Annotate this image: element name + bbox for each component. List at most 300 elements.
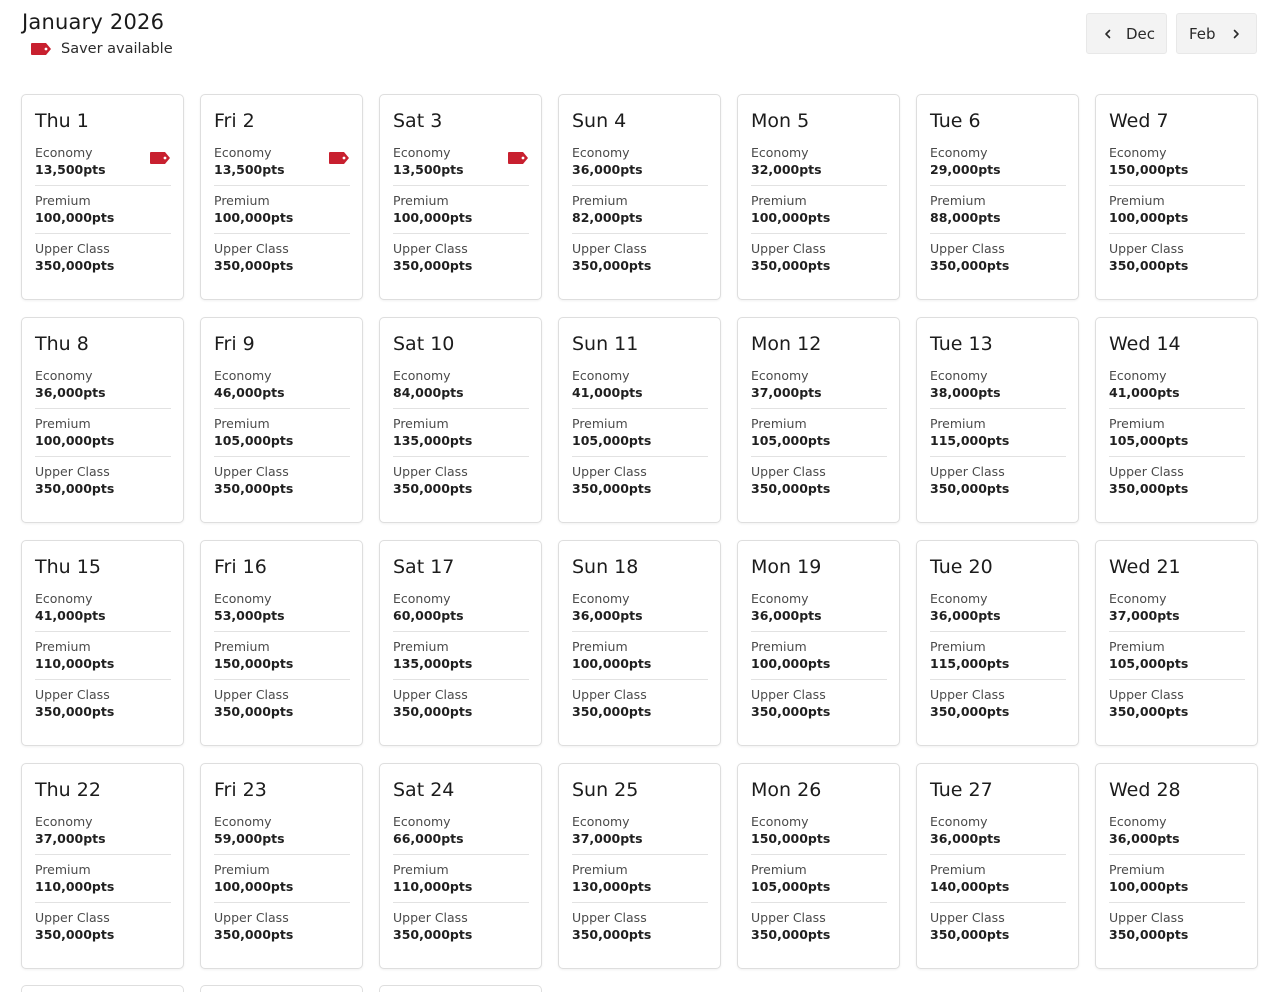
fare-points: 350,000pts (572, 927, 652, 942)
fare-class-label: Economy (1109, 814, 1167, 829)
fare-row-upper (1109, 902, 1245, 950)
fare-row-premium (214, 185, 350, 233)
fare-points: 350,000pts (930, 927, 1010, 942)
fare-class-label: Upper Class (35, 464, 110, 479)
fare-points: 46,000pts (214, 385, 285, 400)
fare-points: 350,000pts (930, 481, 1010, 496)
fare-class-label: Upper Class (1109, 687, 1184, 702)
fare-points: 41,000pts (1109, 385, 1180, 400)
fare-class-label: Economy (35, 814, 93, 829)
fare-points: 37,000pts (572, 831, 643, 846)
fare-row-upper (1109, 233, 1245, 281)
fare-class-label: Premium (35, 193, 91, 208)
day-label: Tue 20 (930, 556, 993, 578)
day-label: Mon 12 (751, 333, 822, 355)
fare-points: 41,000pts (35, 608, 106, 623)
fare-class-label: Premium (214, 416, 270, 431)
fare-points: 84,000pts (393, 385, 464, 400)
day-card[interactable] (200, 763, 363, 969)
fare-row-premium (572, 408, 708, 456)
fare-class-label: Premium (930, 193, 986, 208)
fare-points: 350,000pts (35, 927, 115, 942)
fare-points: 32,000pts (751, 162, 822, 177)
fare-class-label: Premium (751, 862, 807, 877)
fare-class-label: Upper Class (572, 464, 647, 479)
fare-class-label: Upper Class (751, 910, 826, 925)
fare-row-economy (1109, 361, 1245, 408)
fare-row-economy (751, 584, 887, 631)
fare-points: 105,000pts (572, 433, 652, 448)
fare-row-premium (572, 185, 708, 233)
fare-row-upper (1109, 456, 1245, 504)
saver-tag-icon (149, 151, 171, 165)
fare-row-upper (572, 902, 708, 950)
fare-points: 350,000pts (1109, 704, 1189, 719)
day-card[interactable] (379, 94, 542, 300)
fare-class-label: Upper Class (572, 241, 647, 256)
fare-row-upper (930, 902, 1066, 950)
fare-class-label: Economy (393, 591, 451, 606)
fare-row-economy (751, 361, 887, 408)
day-label: Fri 9 (214, 333, 255, 355)
fare-row-economy (572, 361, 708, 408)
fare-points: 100,000pts (1109, 210, 1189, 225)
day-label: Wed 21 (1109, 556, 1181, 578)
fare-points: 350,000pts (393, 481, 473, 496)
day-card[interactable] (379, 540, 542, 746)
fare-row-economy (214, 807, 350, 854)
day-label: Sun 18 (572, 556, 639, 578)
fare-class-label: Premium (930, 416, 986, 431)
day-card[interactable] (200, 317, 363, 523)
fare-points: 105,000pts (214, 433, 294, 448)
fare-points: 82,000pts (572, 210, 643, 225)
day-card[interactable] (558, 94, 721, 300)
fare-points: 350,000pts (572, 704, 652, 719)
fare-class-label: Premium (393, 862, 449, 877)
fare-row-upper (214, 679, 350, 727)
fare-points: 36,000pts (930, 831, 1001, 846)
fare-row-economy (214, 361, 350, 408)
fare-points: 66,000pts (393, 831, 464, 846)
fare-row-economy (393, 807, 529, 854)
day-label: Mon 26 (751, 779, 822, 801)
saver-tag-icon (328, 151, 350, 165)
day-card[interactable] (1095, 94, 1258, 300)
fare-row-premium (751, 854, 887, 902)
fare-row-economy (572, 584, 708, 631)
fare-row-economy (572, 807, 708, 854)
fare-points: 59,000pts (214, 831, 285, 846)
fare-row-premium (393, 408, 529, 456)
fare-class-label: Upper Class (572, 687, 647, 702)
fare-points: 41,000pts (572, 385, 643, 400)
day-label: Wed 28 (1109, 779, 1181, 801)
fare-class-label: Premium (1109, 416, 1165, 431)
fare-points: 115,000pts (930, 433, 1010, 448)
fare-points: 105,000pts (1109, 433, 1189, 448)
fare-points: 53,000pts (214, 608, 285, 623)
fare-class-label: Upper Class (930, 687, 1005, 702)
day-card[interactable] (737, 540, 900, 746)
fare-row-upper (35, 233, 171, 281)
day-label: Wed 7 (1109, 110, 1169, 132)
day-card[interactable] (558, 317, 721, 523)
fare-points: 38,000pts (930, 385, 1001, 400)
day-label: Sat 17 (393, 556, 455, 578)
day-label: Tue 13 (930, 333, 993, 355)
fare-class-label: Premium (35, 639, 91, 654)
fare-points: 100,000pts (751, 210, 831, 225)
fare-points: 110,000pts (393, 879, 473, 894)
day-card[interactable] (21, 763, 184, 969)
fare-class-label: Premium (930, 639, 986, 654)
fare-class-label: Premium (393, 193, 449, 208)
fare-row-economy (751, 138, 887, 185)
fare-points: 100,000pts (751, 656, 831, 671)
fare-class-label: Premium (1109, 639, 1165, 654)
fare-row-upper (930, 456, 1066, 504)
fare-class-label: Economy (393, 145, 451, 160)
fare-class-label: Premium (393, 639, 449, 654)
day-label: Sun 11 (572, 333, 639, 355)
day-label: Fri 16 (214, 556, 267, 578)
fare-class-label: Upper Class (214, 910, 289, 925)
fare-row-upper (751, 679, 887, 727)
fare-row-premium (930, 631, 1066, 679)
fare-row-economy (214, 584, 350, 631)
fare-class-label: Upper Class (214, 687, 289, 702)
fare-row-upper (393, 902, 529, 950)
fare-points: 350,000pts (35, 704, 115, 719)
day-card-partial[interactable] (21, 985, 184, 992)
fare-points: 350,000pts (214, 927, 294, 942)
fare-class-label: Upper Class (393, 687, 468, 702)
day-card[interactable] (21, 317, 184, 523)
day-card[interactable] (558, 763, 721, 969)
day-label: Fri 23 (214, 779, 267, 801)
fare-class-label: Economy (35, 591, 93, 606)
fare-row-economy (1109, 584, 1245, 631)
day-card[interactable] (558, 540, 721, 746)
fare-class-label: Premium (1109, 862, 1165, 877)
fare-points: 36,000pts (1109, 831, 1180, 846)
day-label: Tue 6 (930, 110, 981, 132)
fare-points: 100,000pts (35, 433, 115, 448)
day-card[interactable] (1095, 317, 1258, 523)
day-card[interactable] (737, 94, 900, 300)
day-label: Mon 5 (751, 110, 810, 132)
fare-row-premium (214, 408, 350, 456)
fare-row-premium (1109, 408, 1245, 456)
fare-class-label: Upper Class (393, 464, 468, 479)
day-label: Mon 19 (751, 556, 822, 578)
fare-points: 105,000pts (751, 879, 831, 894)
fare-row-upper (214, 233, 350, 281)
fare-row-upper (1109, 679, 1245, 727)
fare-points: 36,000pts (751, 608, 822, 623)
fare-points: 88,000pts (930, 210, 1001, 225)
day-card[interactable] (737, 317, 900, 523)
fare-row-premium (751, 631, 887, 679)
fare-row-premium (751, 185, 887, 233)
fare-row-premium (393, 854, 529, 902)
fare-points: 350,000pts (214, 704, 294, 719)
fare-class-label: Upper Class (751, 464, 826, 479)
fare-class-label: Premium (214, 639, 270, 654)
fare-class-label: Premium (751, 193, 807, 208)
day-label: Fri 2 (214, 110, 255, 132)
fare-class-label: Economy (751, 145, 809, 160)
fare-points: 150,000pts (751, 831, 831, 846)
day-card[interactable] (21, 540, 184, 746)
fare-class-label: Upper Class (930, 241, 1005, 256)
fare-points: 350,000pts (393, 927, 473, 942)
saver-legend-label: Saver available (61, 41, 173, 57)
previous-month-button[interactable] (1086, 13, 1167, 54)
fare-class-label: Premium (572, 193, 628, 208)
fare-class-label: Premium (393, 416, 449, 431)
day-card[interactable] (916, 317, 1079, 523)
fare-class-label: Economy (35, 145, 93, 160)
previous-month-label: Dec (1126, 24, 1156, 43)
fare-points: 350,000pts (930, 258, 1010, 273)
fare-class-label: Economy (572, 368, 630, 383)
day-label: Sat 24 (393, 779, 455, 801)
fare-class-label: Premium (35, 862, 91, 877)
chevron-right-icon (1231, 29, 1241, 39)
fare-row-upper (393, 233, 529, 281)
fare-points: 135,000pts (393, 656, 473, 671)
fare-points: 350,000pts (214, 258, 294, 273)
day-label: Sun 4 (572, 110, 627, 132)
fare-points: 350,000pts (751, 258, 831, 273)
fare-points: 350,000pts (572, 258, 652, 273)
fare-row-premium (930, 408, 1066, 456)
day-label: Sun 25 (572, 779, 639, 801)
fare-class-label: Upper Class (751, 687, 826, 702)
fare-class-label: Economy (572, 814, 630, 829)
fare-points: 350,000pts (572, 481, 652, 496)
fare-points: 110,000pts (35, 656, 115, 671)
fare-row-premium (1109, 631, 1245, 679)
fare-class-label: Upper Class (393, 241, 468, 256)
fare-class-label: Economy (930, 145, 988, 160)
fare-row-upper (393, 679, 529, 727)
day-card[interactable] (200, 540, 363, 746)
fare-points: 350,000pts (751, 704, 831, 719)
fare-class-label: Economy (35, 368, 93, 383)
fare-points: 100,000pts (35, 210, 115, 225)
fare-class-label: Economy (393, 814, 451, 829)
fare-row-premium (572, 854, 708, 902)
fare-class-label: Upper Class (930, 910, 1005, 925)
fare-row-upper (751, 233, 887, 281)
fare-row-premium (572, 631, 708, 679)
fare-class-label: Economy (214, 814, 272, 829)
fare-class-label: Premium (35, 416, 91, 431)
month-navigation (1086, 13, 1257, 54)
fare-row-premium (35, 631, 171, 679)
fare-row-premium (1109, 854, 1245, 902)
fare-row-premium (751, 408, 887, 456)
fare-class-label: Economy (572, 591, 630, 606)
calendar-grid (21, 94, 1258, 969)
fare-class-label: Upper Class (930, 464, 1005, 479)
fare-row-premium (930, 185, 1066, 233)
fare-row-premium (35, 408, 171, 456)
fare-points: 350,000pts (751, 481, 831, 496)
fare-row-upper (751, 456, 887, 504)
next-month-button[interactable] (1176, 13, 1257, 54)
saver-legend (30, 41, 173, 57)
fare-class-label: Economy (751, 814, 809, 829)
fare-row-upper (572, 456, 708, 504)
fare-row-upper (572, 233, 708, 281)
day-label: Sat 3 (393, 110, 443, 132)
day-card-partial[interactable] (200, 985, 363, 992)
fare-points: 350,000pts (930, 704, 1010, 719)
fare-class-label: Premium (572, 862, 628, 877)
fare-class-label: Upper Class (1109, 241, 1184, 256)
fare-points: 140,000pts (930, 879, 1010, 894)
day-card[interactable] (916, 540, 1079, 746)
fare-class-label: Economy (1109, 368, 1167, 383)
day-label: Tue 27 (930, 779, 993, 801)
fare-class-label: Premium (214, 193, 270, 208)
fare-points: 350,000pts (1109, 481, 1189, 496)
fare-class-label: Premium (1109, 193, 1165, 208)
fare-points: 350,000pts (751, 927, 831, 942)
fare-class-label: Upper Class (393, 910, 468, 925)
fare-row-upper (751, 902, 887, 950)
fare-row-upper (930, 679, 1066, 727)
fare-points: 36,000pts (572, 608, 643, 623)
fare-row-premium (393, 185, 529, 233)
fare-points: 150,000pts (1109, 162, 1189, 177)
fare-row-premium (35, 854, 171, 902)
fare-class-label: Upper Class (214, 241, 289, 256)
fare-class-label: Economy (751, 591, 809, 606)
day-card[interactable] (916, 763, 1079, 969)
fare-class-label: Economy (751, 368, 809, 383)
fare-class-label: Economy (214, 145, 272, 160)
fare-points: 100,000pts (214, 879, 294, 894)
fare-row-upper (214, 902, 350, 950)
fare-row-economy (751, 807, 887, 854)
fare-row-upper (393, 456, 529, 504)
day-card[interactable] (1095, 763, 1258, 969)
day-card[interactable] (916, 94, 1079, 300)
fare-class-label: Upper Class (35, 241, 110, 256)
day-label: Sat 10 (393, 333, 455, 355)
fare-points: 115,000pts (930, 656, 1010, 671)
day-card[interactable] (379, 317, 542, 523)
fare-class-label: Upper Class (35, 910, 110, 925)
fare-class-label: Premium (572, 639, 628, 654)
fare-row-economy (35, 807, 171, 854)
day-card[interactable] (21, 94, 184, 300)
fare-class-label: Economy (572, 145, 630, 160)
fare-points: 130,000pts (572, 879, 652, 894)
fare-points: 350,000pts (393, 258, 473, 273)
fare-points: 350,000pts (1109, 258, 1189, 273)
fare-class-label: Upper Class (1109, 464, 1184, 479)
day-card[interactable] (1095, 540, 1258, 746)
fare-row-upper (35, 679, 171, 727)
fare-class-label: Upper Class (1109, 910, 1184, 925)
fare-row-upper (35, 902, 171, 950)
fare-row-upper (214, 456, 350, 504)
fare-row-upper (930, 233, 1066, 281)
chevron-left-icon (1103, 29, 1113, 39)
fare-points: 110,000pts (35, 879, 115, 894)
fare-row-economy (35, 361, 171, 408)
fare-class-label: Premium (930, 862, 986, 877)
day-card-partial[interactable] (379, 985, 542, 992)
day-card[interactable] (200, 94, 363, 300)
fare-points: 350,000pts (35, 481, 115, 496)
day-label: Thu 15 (35, 556, 101, 578)
day-label: Thu 22 (35, 779, 101, 801)
fare-row-economy (393, 584, 529, 631)
fare-points: 350,000pts (214, 481, 294, 496)
fare-row-economy (1109, 807, 1245, 854)
fare-row-upper (572, 679, 708, 727)
fare-class-label: Economy (214, 368, 272, 383)
fare-class-label: Upper Class (35, 687, 110, 702)
fare-points: 350,000pts (393, 704, 473, 719)
fare-points: 13,500pts (393, 162, 464, 177)
fare-points: 13,500pts (214, 162, 285, 177)
fare-points: 100,000pts (572, 656, 652, 671)
fare-class-label: Upper Class (214, 464, 289, 479)
fare-row-economy (393, 361, 529, 408)
fare-class-label: Economy (930, 814, 988, 829)
day-label: Thu 1 (35, 110, 89, 132)
next-month-label: Feb (1189, 24, 1216, 43)
fare-row-economy (35, 584, 171, 631)
calendar-header (22, 8, 173, 57)
fare-row-upper (35, 456, 171, 504)
fare-row-premium (393, 631, 529, 679)
fare-points: 105,000pts (1109, 656, 1189, 671)
fare-points: 29,000pts (930, 162, 1001, 177)
month-title: January 2026 (22, 10, 165, 34)
fare-points: 150,000pts (214, 656, 294, 671)
fare-points: 36,000pts (572, 162, 643, 177)
fare-row-premium (214, 854, 350, 902)
fare-points: 135,000pts (393, 433, 473, 448)
fare-points: 13,500pts (35, 162, 106, 177)
fare-points: 350,000pts (35, 258, 115, 273)
fare-row-premium (214, 631, 350, 679)
fare-row-economy (930, 361, 1066, 408)
saver-tag-icon (507, 151, 529, 165)
day-card[interactable] (737, 763, 900, 969)
fare-class-label: Upper Class (572, 910, 647, 925)
fare-row-economy (1109, 138, 1245, 185)
fare-points: 37,000pts (1109, 608, 1180, 623)
fare-row-economy (930, 807, 1066, 854)
fare-row-premium (35, 185, 171, 233)
fare-points: 36,000pts (35, 385, 106, 400)
day-card[interactable] (379, 763, 542, 969)
saver-tag-icon (30, 42, 52, 56)
fare-class-label: Economy (393, 368, 451, 383)
fare-class-label: Economy (930, 368, 988, 383)
fare-points: 350,000pts (1109, 927, 1189, 942)
